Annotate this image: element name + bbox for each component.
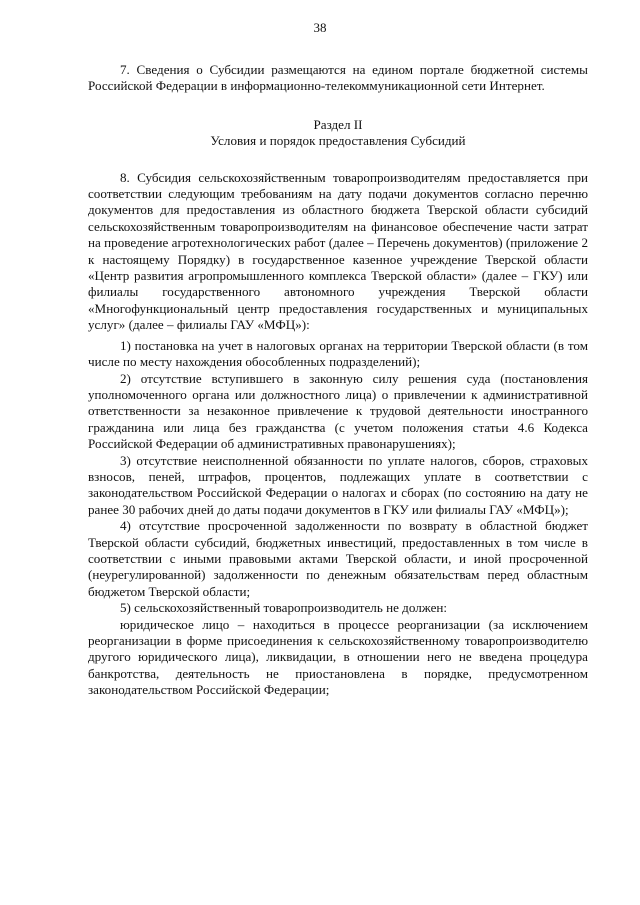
document-body — [88, 62, 588, 699]
list-item-4: 4) отсутствие просроченной задолженности по возврату в областной бюджет Тверской области субсидий, бюджетных инвестиций, предоставленных в том числе в соответствии с иными правовыми актами Тверской области, и иной просроченной (неурегулированной) задолженности по денежным обязательствам перед областным бюджетом Тверской области; — [88, 518, 588, 599]
page-number: 38 — [313, 20, 327, 35]
section-header — [88, 117, 588, 150]
list-item-5: 5) сельскохозяйственный товаропроизводитель не должен: — [120, 600, 448, 616]
list-item-1: 1) постановка на учет в налоговых органах на территории Тверской области (в том числе по месту нахождения обособленных подразделений); — [88, 337, 588, 370]
section-number: Раздел II — [313, 116, 363, 132]
list-item-5-legal-entity: юридическое лицо – находиться в процессе реорганизации (за исключением реорганизации в форме присоединения к сельскохозяйственному товаропроизводителю другого юридического лица), ликвидации, в отношении него не введена процедура банкротства, деятельность не приостановлена в порядке, предусмотренном законодательством Российской Федерации; — [88, 616, 588, 698]
list-item-2: 2) отсутствие вступившего в законную силу решения суда (постановления уполномоченного органа или должностного лица) о привлечении к административной ответственности за незаконное привлечение к трудовой деятельности иностранного гражданина или лица без гражданства (с учетом положения статьи 4.6 Кодекса Российской Федерации об административных правонарушениях); — [88, 370, 588, 452]
paragraph-8: 8. Субсидия сельскохозяйственным товаропроизводителям предоставляется при соответствии следующим требованиям на дату подачи документов согласно перечню документов для предоставления из областного бюджета Тверской области субсидий сельскохозяйственным товаропроизводителям на финансовое обеспечение части затрат на проведение агротехнологических работ (далее – Перечень документов) (приложение 2 к настоящему Порядку) в государственное казенное учреждение Тверской области «Центр развития агропромышленного комплекса Тверской области» (далее – ГКУ) или филиалы государственного автономного учреждения Тверской области «Многофункциональный центр предоставления государственных и муниципальных услуг» (далее – филиалы ГАУ «МФЦ»): — [88, 169, 588, 333]
list-item-3: 3) отсутствие неисполненной обязанности по уплате налогов, сборов, страховых взносов, пеней, штрафов, процентов, подлежащих уплате в соответствии с законодательством Российской Федерации о налогах и сборах (по состоянию на дату не ранее 30 рабочих дней до даты подачи документов в ГКУ или филиалы ГАУ «МФЦ»); — [88, 452, 588, 517]
section-title: Условия и порядок предоставления Субсидий — [210, 133, 466, 149]
paragraph-7: 7. Сведения о Субсидии размещаются на едином портале бюджетной системы Российской Федерации в информационно-телекоммуникационной сети Интернет. — [88, 62, 588, 94]
